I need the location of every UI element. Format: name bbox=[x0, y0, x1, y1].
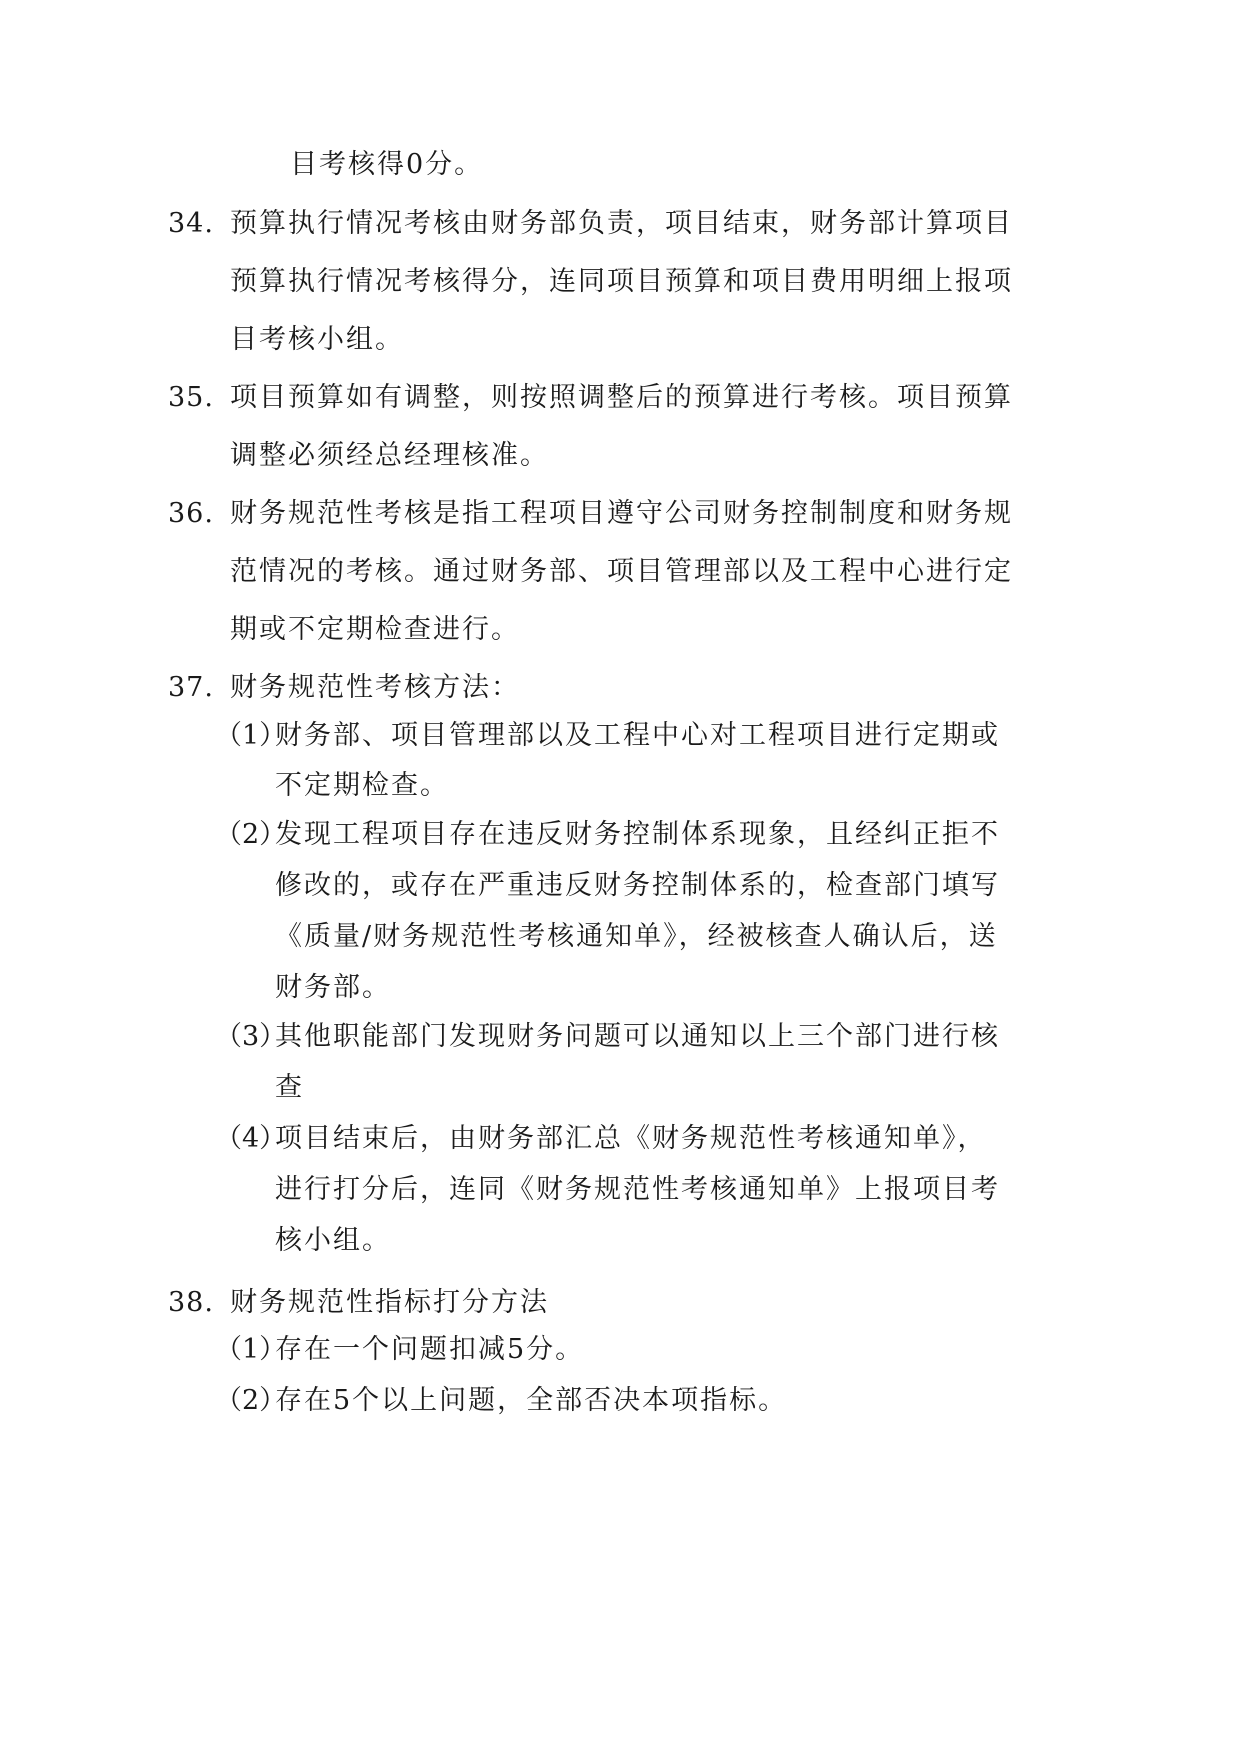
sub-37-2-line-3: 《质量/财务规范性考核通知单》，经被核查人确认后，送 bbox=[275, 921, 998, 952]
item-number-36: 36. bbox=[168, 498, 214, 529]
item-number-34: 34. bbox=[168, 208, 214, 239]
sub-37-3-line-1: 其他职能部门发现财务问题可以通知以上三个部门进行核 bbox=[275, 1021, 1000, 1052]
item-35-line-1: 项目预算如有调整，则按照调整后的预算进行考核。项目预算 bbox=[230, 382, 1013, 413]
sub-37-2-line-4: 财务部。 bbox=[275, 972, 391, 1003]
sub-37-4-line-3: 核小组。 bbox=[275, 1225, 391, 1256]
sub-38-1-line-1: 存在一个问题扣减5分。 bbox=[275, 1334, 585, 1365]
item-38-line-1: 财务规范性指标打分方法 bbox=[230, 1287, 549, 1318]
sub-38-1-marker: （1） bbox=[215, 1334, 287, 1365]
sub-37-1-line-2: 不定期检查。 bbox=[275, 770, 449, 801]
item-36-line-3: 期或不定期检查进行。 bbox=[230, 614, 520, 645]
sub-37-2-line-1: 发现工程项目存在违反财务控制体系现象，且经纠正拒不 bbox=[275, 819, 1000, 850]
sub-37-1-marker: （1） bbox=[215, 720, 287, 751]
item-34-line-1: 预算执行情况考核由财务部负责，项目结束，财务部计算项目 bbox=[230, 208, 1013, 239]
item-36-line-1: 财务规范性考核是指工程项目遵守公司财务控制制度和财务规 bbox=[230, 498, 1013, 529]
item-36-line-2: 范情况的考核。通过财务部、项目管理部以及工程中心进行定 bbox=[230, 556, 1013, 587]
sub-37-4-line-1: 项目结束后，由财务部汇总《财务规范性考核通知单》， bbox=[275, 1123, 987, 1154]
sub-37-2-line-2: 修改的，或存在严重违反财务控制体系的，检查部门填写 bbox=[275, 870, 1000, 901]
continuation-line: 目考核得0分。 bbox=[290, 149, 484, 180]
item-34-line-3: 目考核小组。 bbox=[230, 324, 404, 355]
sub-38-2-line-1: 存在5个以上问题，全部否决本项指标。 bbox=[275, 1385, 788, 1416]
item-35-line-2: 调整必须经总经理核准。 bbox=[230, 440, 549, 471]
sub-37-4-marker: （4） bbox=[215, 1123, 287, 1154]
sub-37-3-line-2: 查 bbox=[275, 1072, 304, 1103]
sub-37-4-line-2: 进行打分后，连同《财务规范性考核通知单》上报项目考 bbox=[275, 1174, 1000, 1205]
item-34-line-2: 预算执行情况考核得分，连同项目预算和项目费用明细上报项 bbox=[230, 266, 1013, 297]
item-37-line-1: 财务规范性考核方法： bbox=[230, 672, 520, 703]
item-number-35: 35. bbox=[168, 382, 214, 413]
sub-37-3-marker: （3） bbox=[215, 1021, 287, 1052]
sub-37-2-marker: （2） bbox=[215, 819, 287, 850]
item-number-38: 38. bbox=[168, 1287, 214, 1318]
item-number-37: 37. bbox=[168, 672, 214, 703]
sub-38-2-marker: （2） bbox=[215, 1385, 287, 1416]
sub-37-1-line-1: 财务部、项目管理部以及工程中心对工程项目进行定期或 bbox=[275, 720, 1000, 751]
